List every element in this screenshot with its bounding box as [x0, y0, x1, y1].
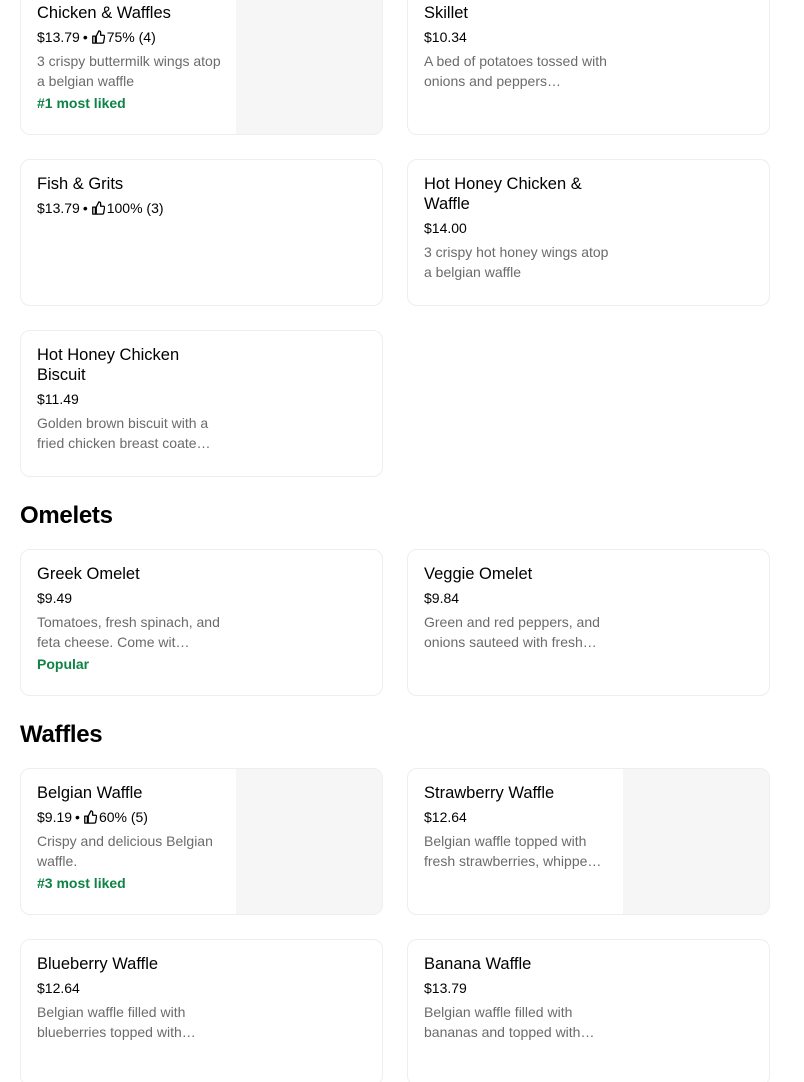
- menu-item-card-greek-omelet[interactable]: [20, 549, 383, 696]
- separator: •: [75, 809, 80, 825]
- item-meta: [37, 978, 223, 998]
- item-meta: [424, 218, 610, 238]
- item-price: $13.79: [424, 980, 467, 996]
- item-price: $10.34: [424, 29, 467, 45]
- item-meta: [37, 588, 223, 608]
- item-price: $12.64: [424, 809, 467, 825]
- item-meta: [37, 807, 223, 827]
- item-name: Blueberry Waffle: [37, 955, 159, 973]
- item-description: 3 crispy buttermilk wings atop a belgian waffle: [37, 53, 221, 89]
- item-price: $13.79: [37, 200, 80, 216]
- item-image: [623, 769, 769, 914]
- item-price: $12.64: [37, 980, 80, 996]
- item-meta: [37, 27, 223, 47]
- item-name: Banana Waffle: [424, 955, 532, 973]
- item-rating: 75% (4): [106, 29, 156, 45]
- menu-item-card-belgian-waffle[interactable]: [20, 768, 383, 915]
- item-price: $14.00: [424, 220, 467, 236]
- item-name: Greek Omelet: [37, 565, 140, 583]
- thumbs-up-icon: [83, 810, 97, 824]
- item-name: Strawberry Waffle: [424, 784, 555, 802]
- item-meta: [424, 807, 610, 827]
- item-name: Chicken & Waffles: [37, 4, 171, 22]
- item-description: Crispy and delicious Belgian waffle.: [37, 833, 213, 869]
- menu-item-card-blueberry-waffle[interactable]: [20, 939, 383, 1082]
- item-name: Hot Honey Chicken Biscuit: [37, 346, 180, 384]
- item-meta: [424, 588, 610, 608]
- section-title-waffles: Waffles: [20, 721, 103, 748]
- item-badge: #3 most liked: [37, 875, 126, 891]
- item-price: $11.49: [37, 391, 79, 407]
- item-rating: 100% (3): [106, 200, 164, 216]
- item-badge: #1 most liked: [37, 95, 126, 111]
- item-description: Belgian waffle filled with bananas and topped with…: [424, 1004, 595, 1040]
- item-price: $9.84: [424, 590, 460, 606]
- item-description: Golden brown biscuit with a fried chicken breast coate…: [37, 415, 211, 451]
- menu-item-card-chicken-waffles[interactable]: [20, 0, 383, 135]
- item-name: Belgian Waffle: [37, 784, 143, 802]
- menu-item-card-hot-honey-chicken-biscuit[interactable]: [20, 330, 383, 477]
- separator: •: [82, 29, 88, 45]
- item-meta: [37, 198, 223, 218]
- thumbs-up-icon: [91, 30, 105, 44]
- menu-item-card-fish-grits[interactable]: [20, 159, 383, 306]
- item-price: $9.49: [37, 590, 73, 606]
- item-price: $9.19: [37, 809, 73, 825]
- separator: •: [82, 200, 88, 216]
- item-name: Hot Honey Chicken & Waffle: [424, 175, 582, 213]
- item-image: [236, 0, 382, 134]
- menu-item-card-strawberry-waffle[interactable]: [407, 768, 770, 915]
- item-price: $13.79: [37, 29, 80, 45]
- item-badge: Popular: [37, 656, 90, 672]
- item-meta: [424, 978, 610, 998]
- item-description: Belgian waffle filled with blueberries topped with…: [37, 1004, 196, 1040]
- item-meta: [424, 27, 610, 47]
- menu-item-card-veggie-omelet[interactable]: [407, 549, 770, 696]
- menu-item-card-banana-waffle[interactable]: [407, 939, 770, 1082]
- section-title-omelets: Omelets: [20, 502, 113, 529]
- item-description: Belgian waffle topped with fresh strawberries, whippe…: [424, 833, 602, 869]
- thumbs-up-icon: [91, 201, 105, 215]
- item-rating: 60% (5): [98, 809, 148, 825]
- item-description: Tomatoes, fresh spinach, and feta cheese. Come wit…: [37, 614, 220, 650]
- item-description: Green and red peppers, and onions sauteed with fresh…: [424, 614, 600, 650]
- menu-item-card-hot-honey-chicken-waffle[interactable]: [407, 159, 770, 306]
- item-name: Fish & Grits: [37, 175, 124, 193]
- item-name: Veggie Omelet: [424, 565, 533, 583]
- item-description: 3 crispy hot honey wings atop a belgian waffle: [424, 244, 609, 280]
- item-meta: [37, 389, 223, 409]
- item-image: [236, 769, 382, 914]
- menu-item-card-skillet[interactable]: [407, 0, 770, 135]
- item-description: A bed of potatoes tossed with onions and peppers…: [424, 53, 607, 89]
- item-name: Skillet: [424, 4, 469, 22]
